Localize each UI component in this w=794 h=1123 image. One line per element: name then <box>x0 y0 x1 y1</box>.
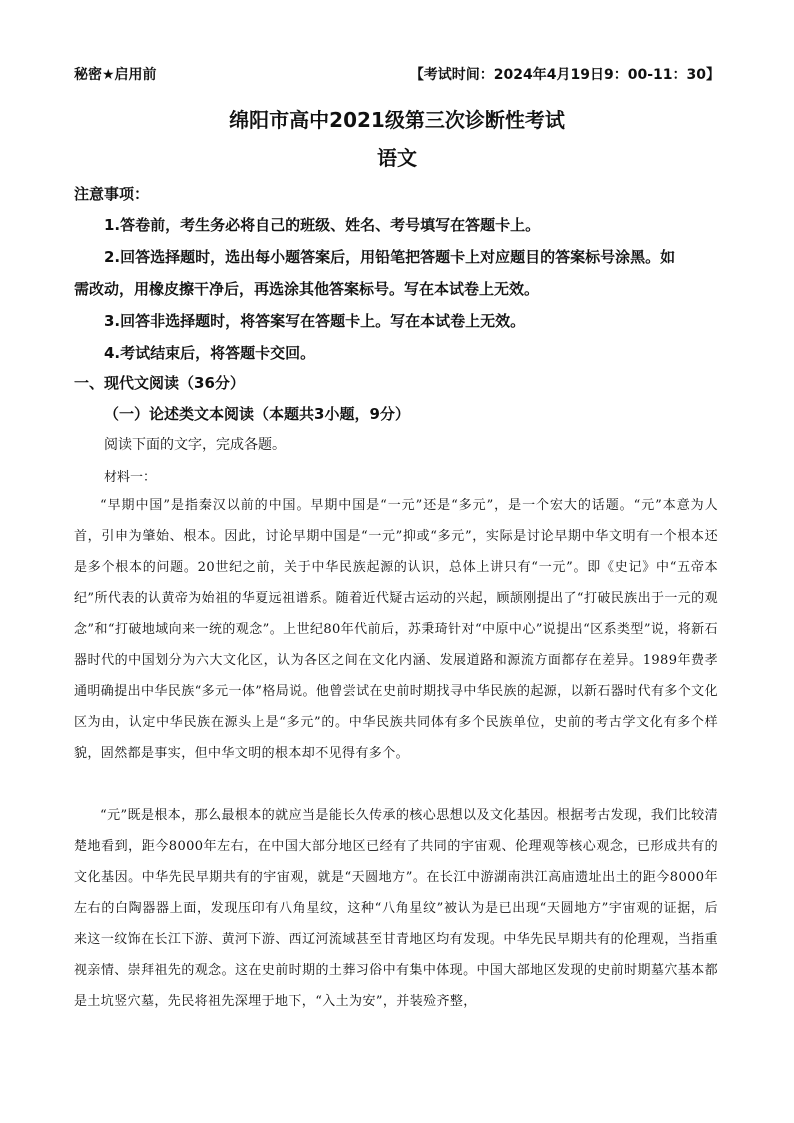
notice-heading: 注意事项： <box>74 185 150 203</box>
secret-label: 秘密★启用前 <box>74 67 157 83</box>
exam-title: 绵阳市高中2021级第三次诊断性考试 <box>229 108 565 132</box>
material-label: 材料一： <box>104 470 157 485</box>
notice-item-4: 4.考试结束后，将答题卡交回。 <box>104 344 316 362</box>
material-1-paragraph-2: “元”既是根本，那么最根本的就应当是能长久传承的核心思想以及文化基因。根据考古发现，我们比较清楚地看到，距今8000年左右，在中国大部分地区已经有了共同的宇宙观、伦理观等核心观念，已形成共有的文化基因。中华先民早期共有的宇宙观，就是“天圆地方”。在长江中游湖南洪江高庙遗址出土的距今8000年左右的白陶器器上面，发现压印有八角星纹，这种“八角星纹”被认为是已出现“天圆地方”宇宙观的证据，后来这一纹饰在长江下游、黄河下游、西辽河流域甚至甘青地区均有发现。中华先民早期共有的伦理观，当指重视亲情、崇拜祖先的观念。这在史前时期的土葬习俗中有集中体现。中国大部地区发现的史前时期墓穴基本都是土坑竖穴墓，先民将祖先深埋于地下，“入土为安”，并装殓齐整， <box>74 808 718 1009</box>
reading-instruction: 阅读下面的文字，完成各题。 <box>104 437 286 453</box>
exam-time: 【考试时间：2024年4月19日9：00-11：30】 <box>409 67 720 83</box>
subsection-1-heading: （一）论述类文本阅读（本题共3小题，9分） <box>104 405 410 423</box>
header-bar <box>74 64 720 86</box>
notice-item-1: 1.答卷前，考生务必将自己的班级、姓名、考号填写在答题卡上。 <box>104 216 541 234</box>
material-1-paragraph-1: “早期中国”是指秦汉以前的中国。早期中国是“一元”还是“多元”，是一个宏大的话题。“元”本意为人首，引申为肇始、根本。因此，讨论早期中国是“一元”抑或“多元”，实际是讨论早期中华文明有一个根本还是多个根本的问题。20世纪之前，关于中华民族起源的认识，总体上讲只有“一元”。即《史记》中“五帝本纪”所代表的认黄帝为始祖的华夏远祖谱系。随着近代疑古运动的兴起，顾颉刚提出了“打破民族出于一元的观念”和“打破地域向来一统的观念”。上世纪80年代前后，苏秉琦针对“中原中心”说提出“区系类型”说，将新石器时代的中国划分为六大文化区，认为各区之间在文化内涵、发展道路和源流方面都存在差异。1989年费孝通明确提出中华民族“多元一体”格局说。他曾尝试在史前时期找寻中华民族的起源，以新石器时代有多个文化区为由，认定中华民族在源头上是“多元”的。中华民族共同体有多个民族单位，史前的考古学文化有多个样貌，固然都是事实，但中华文明的根本却不见得有多个。 <box>74 498 718 761</box>
notice-item-3: 3.回答非选择题时，将答案写在答题卡上。写在本试卷上无效。 <box>104 312 526 330</box>
section-1-heading: 一、现代文阅读（36分） <box>74 374 245 392</box>
notice-item-2-line-2: 需改动，用橡皮擦干净后，再选涂其他答案标号。写在本试卷上无效。 <box>74 280 540 298</box>
subject-title: 语文 <box>377 146 417 170</box>
notice-item-2-line-1: 2.回答选择题时，选出每小题答案后，用铅笔把答题卡上对应题目的答案标号涂黑。如 <box>104 248 676 266</box>
